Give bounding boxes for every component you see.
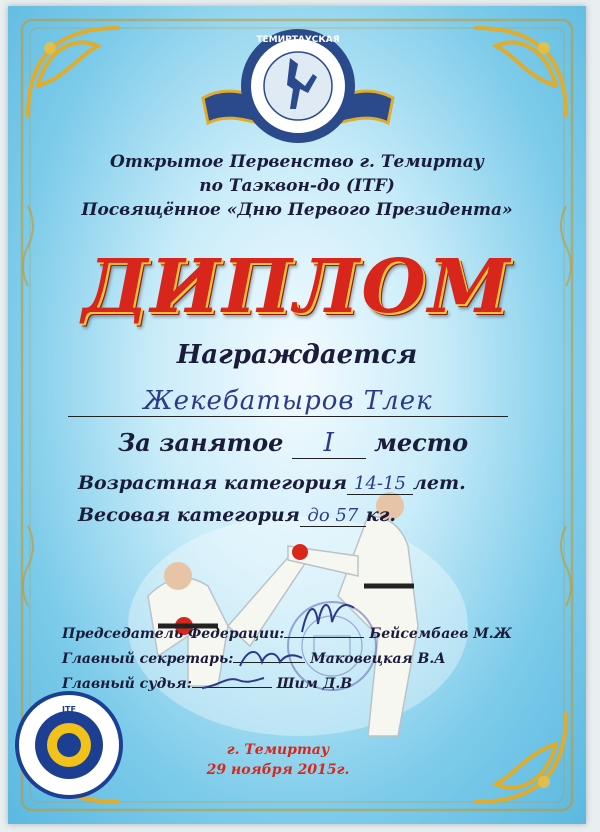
weight-category-label: Весовая категория bbox=[78, 504, 300, 526]
judge-signature bbox=[198, 670, 268, 694]
weight-category-value: до 57 bbox=[300, 505, 366, 527]
place-suffix: место bbox=[374, 428, 469, 457]
place-prefix: За занятое bbox=[118, 428, 284, 457]
signatory-judge-name: Шим Д.В bbox=[276, 676, 353, 692]
signatory-secretary-role: Главный секретарь: bbox=[62, 651, 234, 667]
place-row bbox=[118, 428, 468, 459]
signatory-chairman-name: Бейсембаев М.Ж bbox=[369, 626, 512, 642]
age-category-label: Возрастная категория bbox=[78, 472, 347, 494]
federation-logo bbox=[198, 28, 398, 158]
recipient-name: Жекебатыров Тлек bbox=[143, 386, 433, 416]
diploma-sheet bbox=[8, 6, 586, 824]
chairman-signature bbox=[298, 594, 358, 640]
age-category-row bbox=[78, 472, 466, 495]
signatory-chairman-role: Председатель Федерации: bbox=[62, 626, 285, 642]
awarded-label: Награждается bbox=[176, 340, 418, 370]
svg-text:ТЕМИРТАУСКАЯ: ТЕМИРТАУСКАЯ bbox=[256, 35, 340, 45]
place-value: I bbox=[292, 428, 366, 459]
age-category-unit: лет. bbox=[412, 472, 466, 494]
signatory-secretary-name: Маковецкая В.А bbox=[310, 651, 446, 667]
age-category-value: 14-15 bbox=[347, 473, 413, 495]
weight-category-unit: кг. bbox=[365, 504, 397, 526]
event-title-line-1: Открытое Первенство г. Темиртау bbox=[110, 152, 484, 172]
event-title-line-3: Посвящённое «Дню Первого Президента» bbox=[81, 200, 513, 220]
weight-category-row bbox=[78, 504, 396, 527]
signatory-judge-role: Главный судья: bbox=[62, 676, 192, 692]
itf-logo bbox=[14, 690, 124, 800]
recipient-name-line bbox=[68, 386, 508, 417]
diploma-title: ДИПЛОМ bbox=[82, 244, 512, 330]
signatory-chairman bbox=[62, 626, 512, 642]
svg-text:ITF: ITF bbox=[62, 705, 76, 714]
city: г. Темиртау bbox=[226, 742, 330, 758]
event-title-line-2: по Таэквон-до (ITF) bbox=[199, 176, 395, 196]
date: 29 ноября 2015г. bbox=[206, 762, 350, 778]
